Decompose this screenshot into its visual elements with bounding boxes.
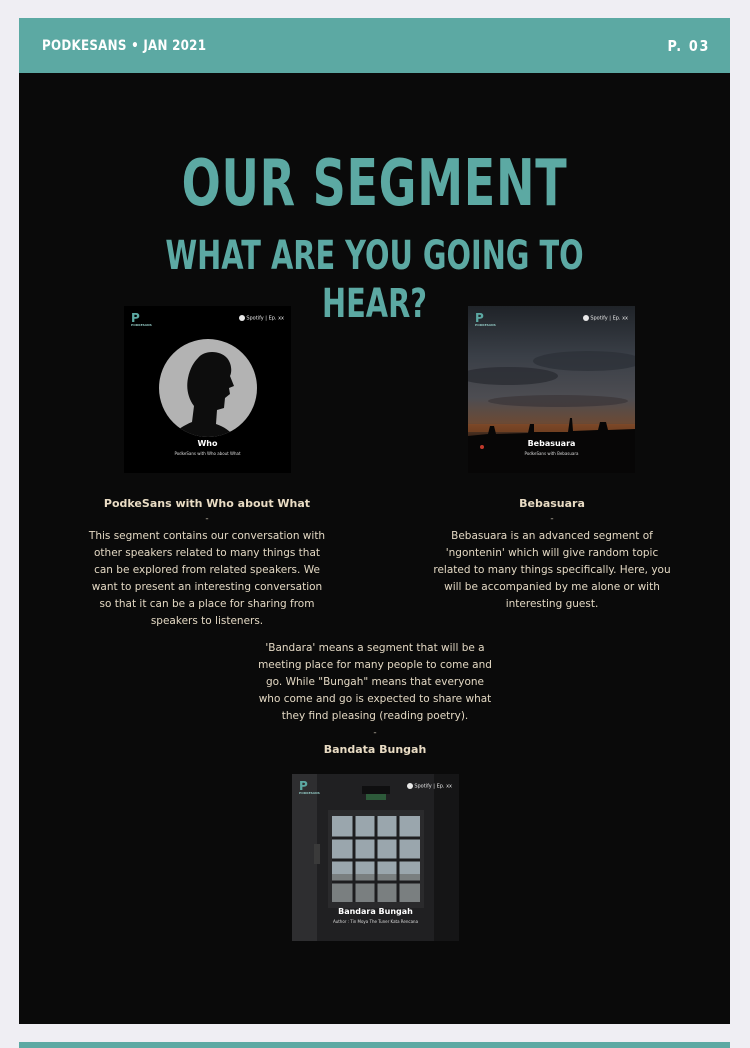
cover-tagline: PodkeSans with Bebasuara <box>524 451 579 456</box>
podcast-logo-icon: P PODKESANS <box>475 311 496 327</box>
page-title: OUR SEGMENT <box>181 147 568 221</box>
page-subtitle: WHAT ARE YOU GOING TO HEAR? <box>165 233 584 327</box>
episode-badge: Spotify | Ep. xx <box>239 315 284 322</box>
cover-title: Bebasuara <box>527 439 576 448</box>
podcast-logo-icon: P PODKESANS <box>131 311 152 327</box>
publication-label: PODKESANS • JAN 2021 <box>42 37 207 54</box>
cover-title: Who <box>197 439 218 448</box>
segment-cover-bebasuara <box>468 306 635 473</box>
page-number: P. 03 <box>667 36 710 55</box>
episode-badge: Spotify | Ep. xx <box>583 315 628 322</box>
segment-description-bebasuara: Bebasuara is an advanced segment of 'ngontenin' which will give random topic related to many things specifically. Here, you will be accompanied by me alone or with interesting guest. <box>433 530 671 610</box>
segment-separator: - <box>373 728 377 738</box>
magazine-page <box>19 18 730 1024</box>
segment-description-who: This segment contains our conversation with other speakers related to many things that can be explored from related speakers. We want to present an interesting conversation so that it can be a place for sharing from speakers to listeners. <box>88 530 326 627</box>
episode-badge: Spotify | Ep. xx <box>407 783 452 790</box>
cover-tagline: Author : Tin Moya The Tuner Kata Rencana <box>332 919 419 924</box>
segment-separator: - <box>550 514 554 524</box>
cover-title: Bandara Bungah <box>338 907 413 916</box>
segment-cover-bandara <box>292 774 459 941</box>
segment-separator: - <box>205 514 209 524</box>
cover-tagline: PodkeSans with Who about What <box>174 451 241 456</box>
segment-title-bebasuara: Bebasuara <box>519 497 585 510</box>
page-header <box>19 18 730 73</box>
segment-title-bandara: Bandata Bungah <box>323 743 427 756</box>
segment-title-who: PodkeSans with Who about What <box>103 497 311 510</box>
segment-cover-who <box>124 306 291 473</box>
next-page-header-edge <box>19 1042 730 1048</box>
segment-description-bandara: 'Bandara' means a segment that will be a meeting place for many people to come and go. While "Bungah" means that everyone who come and go is expected to share what they find pleasing (reading poetry). <box>258 642 492 722</box>
podcast-logo-icon: P PODKESANS <box>299 779 320 795</box>
